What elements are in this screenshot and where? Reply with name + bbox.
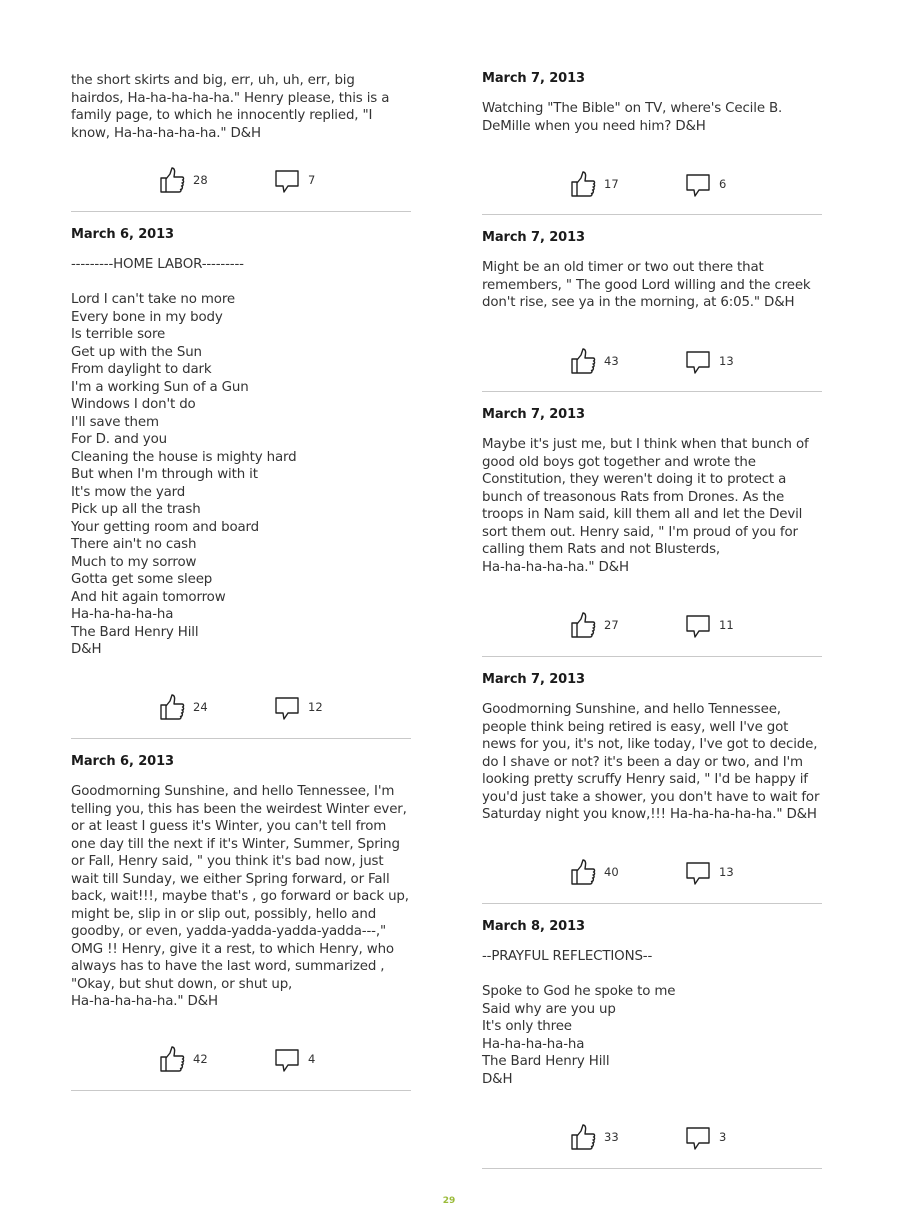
comment-count: 11 [719,618,734,632]
post-date: March 7, 2013 [482,407,585,422]
post [482,230,822,312]
comment-button[interactable] [685,170,726,198]
reactions-bar [482,611,822,641]
comment-count: 13 [719,354,734,368]
divider [482,391,822,392]
reactions-bar [482,170,822,200]
post [482,407,822,576]
comment-icon [274,166,300,194]
like-count: 24 [193,700,208,714]
reactions-bar [71,166,411,196]
like-count: 17 [604,177,619,191]
comment-icon [685,1123,711,1151]
divider [71,211,411,212]
post [71,227,411,659]
like-button[interactable] [159,166,208,194]
divider [71,1090,411,1091]
comment-count: 4 [308,1052,316,1066]
thumbs-up-icon [159,166,185,194]
post [482,919,822,1088]
comment-count: 7 [308,173,316,187]
post-date: March 8, 2013 [482,919,585,934]
thumbs-up-icon [570,858,596,886]
post-text: Maybe it's just me, but I think when that bunch of good old boys got together and wrote the Constitution, they weren't doing it to protect a bunch of treasonous Rats from Drones. As the troops in Nam said, kill them all and let the Devil sort them out. Henry said, " I'm proud of you for calling them Rats and not Blusterds, Ha-ha-ha-ha-ha." D&H [482,437,809,575]
comment-button[interactable] [274,1045,315,1073]
like-button[interactable] [570,858,619,886]
post-text: Watching "The Bible" on TV, where's Cecile B. DeMille when you need him? D&H [482,101,783,134]
thumbs-up-icon [159,693,185,721]
divider [482,214,822,215]
post-date: March 7, 2013 [482,71,585,86]
reactions-bar [71,693,411,723]
comment-icon [685,170,711,198]
divider [482,903,822,904]
like-button[interactable] [570,1123,619,1151]
post-text: Might be an old timer or two out there that remembers, " The good Lord willing and the creek don't rise, see ya in the morning, at 6:05." D&H [482,260,811,310]
like-count: 43 [604,354,619,368]
like-count: 42 [193,1052,208,1066]
like-button[interactable] [159,1045,208,1073]
comment-button[interactable] [685,611,734,639]
like-count: 28 [193,173,208,187]
divider [71,738,411,739]
post-text: ---------HOME LABOR--------- Lord I can't take no more Every bone in my body Is terrible sore Get up with the Sun From daylight to dark I'm a working Sun of a Gun Windows I don't do I'll save them For D. and you Cleaning the house is mighty hard But when I'm through with it It's mow the yard Pick up all the trash Your getting room and board There ain't no cash Much to my sorrow Gotta get some sleep And hit again tomorrow Ha-ha-ha-ha-ha The Bard Henry Hill D&H [71,257,297,657]
reactions-bar [482,347,822,377]
like-button[interactable] [159,693,208,721]
post [482,672,822,824]
post [71,754,411,1011]
comment-icon [685,347,711,375]
comment-button[interactable] [685,1123,726,1151]
post-text: Goodmorning Sunshine, and hello Tennessee, people think being retired is easy, well I've got news for you, it's not, like today, I've got to decide, do I shave or not? it's been a day or two, and I'm looking pretty scruffy Henry said, " I'd be happy if you'd just take a shower, you don't have to wait for Saturday night you know,!!! Ha-ha-ha-ha-ha." D&H [482,702,820,822]
post-text: --PRAYFUL REFLECTIONS-- Spoke to God he spoke to me Said why are you up It's only three Ha-ha-ha-ha-ha The Bard Henry Hill D&H [482,949,676,1087]
post-date: March 6, 2013 [71,754,174,769]
comment-button[interactable] [685,347,734,375]
reactions-bar [482,1123,822,1153]
thumbs-up-icon [570,347,596,375]
comment-count: 6 [719,177,727,191]
post [71,72,411,142]
like-count: 33 [604,1130,619,1144]
thumbs-up-icon [570,1123,596,1151]
post-text: the short skirts and big, err, uh, uh, err, big hairdos, Ha-ha-ha-ha-ha." Henry please, this is a family page, to which he innocently replied, "I know, Ha-ha-ha-ha-ha." D&H [71,73,390,141]
comment-button[interactable] [685,858,734,886]
comment-count: 3 [719,1130,727,1144]
comment-icon [685,611,711,639]
like-button[interactable] [570,170,619,198]
post-date: March 7, 2013 [482,672,585,687]
thumbs-up-icon [159,1045,185,1073]
post [482,71,822,135]
comment-icon [685,858,711,886]
divider [482,1168,822,1169]
post-date: March 6, 2013 [71,227,174,242]
divider [482,656,822,657]
reactions-bar [71,1045,411,1075]
post-date: March 7, 2013 [482,230,585,245]
thumbs-up-icon [570,611,596,639]
reactions-bar [482,858,822,888]
thumbs-up-icon [570,170,596,198]
post-text: Goodmorning Sunshine, and hello Tennessee, I'm telling you, this has been the weirdest Winter ever, or at least I guess it's Winter, you can't tell from one day till the next if it's Winter, Summer, Spring or Fall, Henry said, " you think it's bad now, just wait till Sunday, we either Spring forward, or Fall back, wait!!!, maybe that's , go forward or back up, might be, slip in or slip out, possibly, hello and goodby, or even, yadda-yadda-yadda-yadda---," OMG !! Henry, give it a rest, to which Henry, who always has to have the last word, summarized , "Okay, but shut down, or shut up, Ha-ha-ha-ha-ha." D&H [71,784,409,1009]
comment-button[interactable] [274,693,323,721]
comment-count: 13 [719,865,734,879]
like-count: 40 [604,865,619,879]
comment-icon [274,1045,300,1073]
like-count: 27 [604,618,619,632]
page-number: 29 [442,1196,456,1206]
comment-icon [274,693,300,721]
like-button[interactable] [570,347,619,375]
like-button[interactable] [570,611,619,639]
comment-button[interactable] [274,166,315,194]
comment-count: 12 [308,700,323,714]
